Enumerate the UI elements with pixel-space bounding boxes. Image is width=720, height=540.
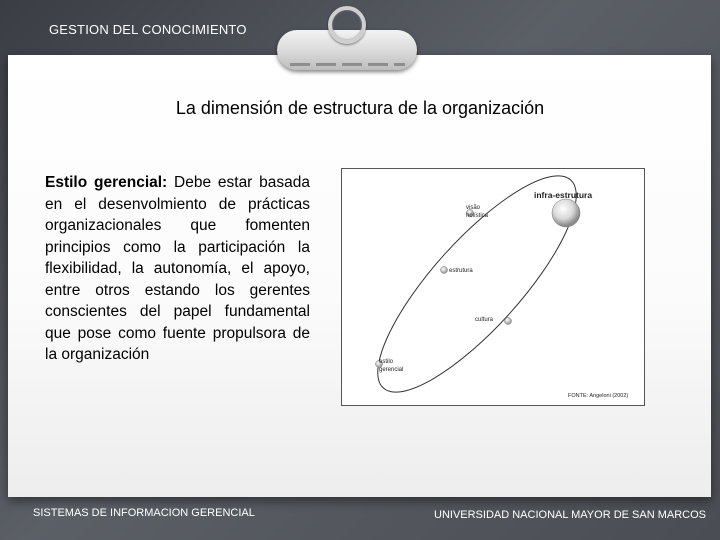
label-infra: infra-estrutura xyxy=(534,190,593,200)
infra-sphere xyxy=(552,199,580,227)
diagram-svg xyxy=(342,169,644,405)
body-label: Estilo gerencial: xyxy=(45,174,168,191)
body-text: Debe estar basada en el desenvolmiento de prácticas organizacionales que fomenten principios como la participación la flexibilidad, la autonomía, el apoyo, entre otros estando los gerentes conscientes del papel fundamental que pose como fuente propulsora de la organización xyxy=(45,174,310,363)
body-paragraph xyxy=(45,172,310,366)
clip-dashes xyxy=(290,63,405,66)
label-source: FONTE: Angeloni (2002) xyxy=(568,393,629,399)
slide-title: La dimensión de estructura de la organización xyxy=(175,98,545,118)
label-vision: visão xyxy=(466,205,481,211)
clip-ring xyxy=(328,6,366,44)
header-title: GESTION DEL CONOCIMIENTO xyxy=(49,22,247,37)
label-culture: cultura xyxy=(475,317,494,323)
label-structure: estrutura xyxy=(449,268,473,274)
footer-left: SISTEMAS DE INFORMACION GERENCIAL xyxy=(33,507,255,519)
label-style-2: gerencial xyxy=(379,367,404,373)
structure-diagram xyxy=(341,168,645,406)
node-structure xyxy=(441,267,448,274)
footer-right: UNIVERSIDAD NACIONAL MAYOR DE SAN MARCOS xyxy=(434,509,706,521)
label-holistic: holística xyxy=(466,213,489,219)
node-culture xyxy=(505,318,512,325)
label-style-1: estilo xyxy=(379,359,394,365)
